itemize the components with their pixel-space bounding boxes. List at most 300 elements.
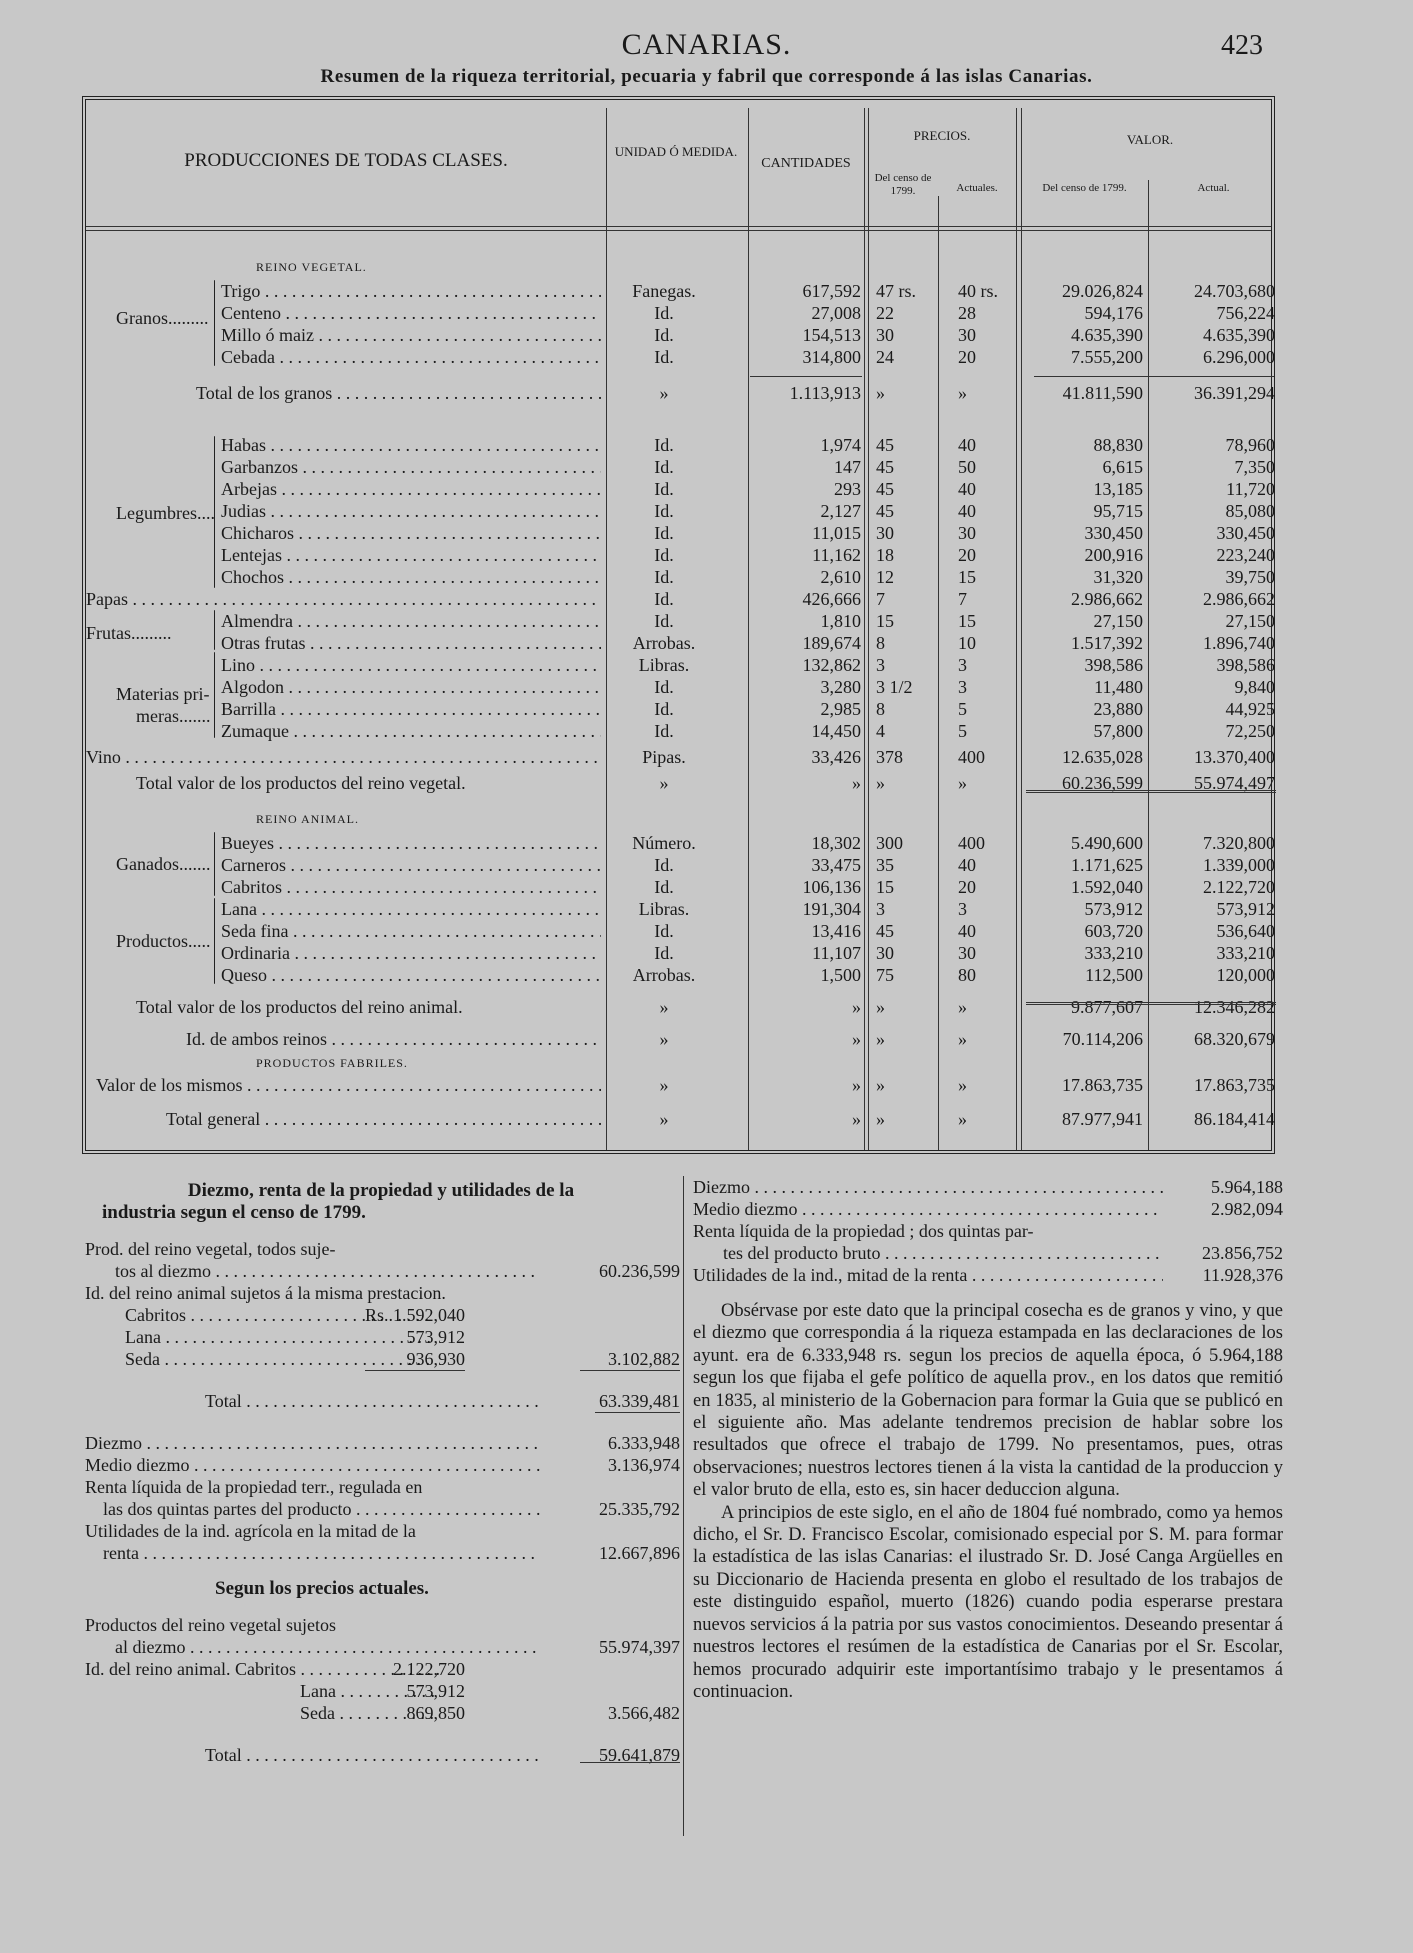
unit-cell: Id. (654, 567, 674, 587)
price-actual-cell: 400 (958, 833, 985, 853)
diezmo-line (125, 1348, 435, 1370)
price-actual-cell: 20 (958, 877, 976, 897)
sum-rule (750, 376, 862, 377)
qty-cell: 1,500 (820, 965, 861, 985)
qty-cell: 13,416 (811, 921, 861, 941)
value-1799-cell: 11,480 (1094, 677, 1143, 697)
row-label (221, 346, 601, 368)
table-row (86, 302, 1279, 324)
diezmo-line-total: 55.974,397 (599, 1637, 680, 1657)
leader-dots (257, 899, 601, 919)
value-actual-cell: 85,080 (1225, 501, 1275, 521)
value-1799-cell: 200,916 (1084, 545, 1143, 565)
unit-cell: Id. (654, 943, 674, 963)
table-row (86, 566, 1279, 588)
table-row (86, 324, 1279, 346)
group-legumbres: Legumbres.... (116, 503, 215, 523)
diezmo-line-label: Medio diezmo (85, 1455, 190, 1475)
table-row (86, 964, 1279, 986)
section-productos-fabriles: PRODUCTOS FABRILES. (256, 1056, 408, 1070)
diezmo-right-label: tes del producto bruto (723, 1243, 881, 1263)
qty-cell: 191,304 (802, 899, 861, 919)
unit-cell: Libras. (638, 899, 690, 919)
price-actual-cell: 30 (958, 523, 976, 543)
row-label (86, 746, 601, 768)
price-actual-cell: 3 (958, 677, 967, 697)
unit-cell: Id. (654, 589, 674, 609)
value-1799-cell: 573,912 (1084, 899, 1143, 919)
qty-cell: 132,862 (802, 655, 861, 675)
qty-cell: 11,107 (812, 943, 861, 963)
leader-dots (274, 833, 601, 853)
row-label-text: Algodon (221, 677, 284, 697)
col-head-prod: PRODUCCIONES DE TODAS CLASES. (184, 150, 508, 171)
diezmo-line-label: Id. del reino animal sujetos á la misma prestacion. (85, 1283, 446, 1303)
diezmo-line (205, 1390, 540, 1412)
row-label (221, 698, 601, 720)
table-row (86, 456, 1279, 478)
unit-cell: Id. (654, 457, 674, 477)
row-label-text: Judias (221, 501, 266, 521)
sum-rule (365, 1370, 465, 1371)
leader-dots (288, 921, 601, 941)
diezmo-line (103, 1542, 540, 1564)
leader-dots (260, 281, 601, 301)
unit-cell: Arrobas. (632, 965, 696, 985)
page-title: CANARIAS. (621, 28, 792, 61)
price-actual-cell: 15 (958, 611, 976, 631)
table-row (86, 382, 1279, 404)
page-header (0, 28, 1413, 60)
diezmo-line (115, 1260, 540, 1282)
group-frutas: Frutas......... (86, 623, 172, 643)
diezmo-right-amount: 11.928,376 (1202, 1265, 1283, 1285)
diezmo-line-total: 25.335,792 (599, 1499, 680, 1519)
diezmo-line (85, 1432, 540, 1454)
row-label (221, 920, 601, 942)
unit-cell: » (659, 1109, 669, 1129)
qty-cell: 189,674 (802, 633, 861, 653)
diezmo-line (115, 1636, 540, 1658)
leader-dots (242, 1391, 540, 1411)
leader-dots (284, 677, 601, 697)
group-granos: Granos......... (116, 308, 209, 328)
row-label-text: Lana (221, 899, 257, 919)
col-head-p2: Actuales. (956, 182, 998, 194)
qty-cell: 27,008 (811, 303, 861, 323)
row-label (221, 324, 601, 346)
sum-rule (1026, 1002, 1276, 1005)
diezmo-line-label: Renta líquida de la propiedad terr., regulada en (85, 1477, 423, 1497)
table-row (86, 1028, 1279, 1050)
qty-cell: 1.113,913 (789, 383, 861, 403)
qty-cell: 314,800 (802, 347, 861, 367)
qty-cell: 11,162 (812, 545, 861, 565)
value-actual-cell: 756,224 (1216, 303, 1275, 323)
leader-dots (289, 721, 601, 741)
price-1799-cell: 75 (876, 965, 894, 985)
price-1799-cell: 45 (876, 501, 894, 521)
row-label (221, 854, 601, 876)
unit-cell: Id. (654, 921, 674, 941)
row-label-text: Otras frutas (221, 633, 306, 653)
diezmo-line (103, 1498, 540, 1520)
value-1799-cell: 2.986,662 (1071, 589, 1143, 609)
leader-dots (298, 457, 601, 477)
diezmo-line-label: Cabritos (125, 1305, 186, 1325)
unit-cell: Id. (654, 523, 674, 543)
col-head-unit: UNIDAD Ó MEDIDA. (614, 144, 738, 159)
leader-dots (255, 655, 601, 675)
unit-cell: » (659, 1029, 669, 1049)
row-label (221, 544, 601, 566)
price-1799-cell: 7 (876, 589, 885, 609)
diezmo-line (85, 1238, 625, 1260)
row-label (136, 772, 601, 794)
row-label-text: Queso (221, 965, 267, 985)
diezmo-line (85, 1454, 540, 1476)
value-actual-cell: 13.370,400 (1194, 747, 1275, 767)
price-1799-cell: 12 (876, 567, 894, 587)
value-1799-cell: 1.592,040 (1071, 877, 1143, 897)
value-1799-cell: 5.490,600 (1071, 833, 1143, 853)
row-label (221, 964, 601, 986)
leader-dots (275, 347, 601, 367)
unit-cell: » (659, 997, 669, 1017)
leader-dots (267, 965, 601, 985)
leader-dots (332, 383, 601, 403)
row-label-text: Lino (221, 655, 255, 675)
diezmo-line-label: Prod. del reino vegetal, todos suje- (85, 1239, 336, 1259)
leader-dots (327, 1029, 601, 1049)
unit-cell: Id. (654, 435, 674, 455)
qty-cell: 33,475 (811, 855, 861, 875)
table-row (86, 942, 1279, 964)
value-actual-cell: 68.320,679 (1194, 1029, 1275, 1049)
row-label (221, 280, 601, 302)
qty-cell: 18,302 (811, 833, 861, 853)
row-label-text: Millo ó maiz (221, 325, 314, 345)
leader-dots (189, 1455, 540, 1475)
row-label-text: Papas (86, 589, 128, 609)
price-1799-cell: 24 (876, 347, 894, 367)
diezmo-line-label: Total (205, 1745, 242, 1765)
col-head-qty: CANTIDADES (761, 156, 851, 171)
price-actual-cell: 400 (958, 747, 985, 767)
value-1799-cell: 603,720 (1084, 921, 1143, 941)
unit-cell: Id. (654, 501, 674, 521)
price-actual-cell: 40 (958, 479, 976, 499)
diezmo-line-label: renta (103, 1543, 139, 1563)
table-row (86, 346, 1279, 368)
leader-dots (750, 1177, 1163, 1197)
qty-cell: 147 (834, 457, 861, 477)
price-1799-cell: 45 (876, 457, 894, 477)
row-label (166, 1108, 601, 1130)
leader-dots (314, 325, 601, 345)
diezmo-title-2: industria segun el censo de 1799. (102, 1202, 366, 1223)
header-rule (86, 230, 1271, 231)
value-actual-cell: 120,000 (1216, 965, 1275, 985)
table-row (86, 1074, 1279, 1096)
table-row (86, 676, 1279, 698)
value-1799-cell: 57,800 (1093, 721, 1143, 741)
value-1799-cell: 23,880 (1093, 699, 1143, 719)
unit-cell: Libras. (638, 655, 690, 675)
qty-cell: 3,280 (820, 677, 861, 697)
value-1799-cell: 1.517,392 (1071, 633, 1143, 653)
diezmo-line-amount: 869,850 (406, 1703, 465, 1723)
price-1799-cell: 8 (876, 633, 885, 653)
diezmo-line (125, 1326, 435, 1348)
value-actual-cell: 27,150 (1225, 611, 1275, 631)
value-actual-cell: 398,586 (1216, 655, 1275, 675)
table-row (86, 610, 1279, 632)
row-label-text: Habas (221, 435, 266, 455)
diezmo-lines (85, 1238, 680, 1878)
price-1799-cell: 30 (876, 523, 894, 543)
row-label (221, 654, 601, 676)
diezmo-line-label: Lana (125, 1327, 161, 1347)
section-reino-animal: REINO ANIMAL. (256, 812, 359, 826)
price-actual-cell: » (958, 997, 967, 1017)
price-1799-cell: 18 (876, 545, 894, 565)
qty-cell: 293 (834, 479, 861, 499)
value-actual-cell: 17.863,735 (1194, 1075, 1275, 1095)
value-1799-cell: 594,176 (1084, 303, 1143, 323)
price-1799-cell: » (876, 997, 885, 1017)
qty-cell: 2,127 (820, 501, 861, 521)
unit-cell: Id. (654, 545, 674, 565)
value-1799-cell: 17.863,735 (1062, 1075, 1143, 1095)
diezmo-line-amount: 573,912 (406, 1327, 465, 1347)
col-head-v2: Actual. (1197, 182, 1230, 194)
sum-rule (580, 1370, 680, 1371)
group-ganados: Ganados....... (116, 854, 211, 874)
price-actual-cell: 40 rs. (958, 281, 998, 301)
leader-dots (161, 1327, 435, 1347)
leader-dots (286, 855, 601, 875)
value-actual-cell: 6.296,000 (1203, 347, 1275, 367)
qty-cell: 426,666 (802, 589, 861, 609)
diezmo-line-label: al diezmo (115, 1637, 186, 1657)
row-label-text: Total valor de los productos del reino animal. (136, 997, 463, 1017)
table-row (86, 854, 1279, 876)
diezmo-right-label: Renta líquida de la propiedad ; dos quintas par- (693, 1221, 1034, 1241)
table-row (86, 720, 1279, 742)
value-1799-cell: 29.026,824 (1062, 281, 1143, 301)
leader-dots (211, 1261, 540, 1281)
diezmo-subtitle: Segun los precios actuales. (215, 1578, 429, 1599)
unit-cell: Id. (654, 855, 674, 875)
price-actual-cell: 30 (958, 943, 976, 963)
diezmo-line-label: Seda (125, 1349, 160, 1369)
value-actual-cell: 7,350 (1234, 457, 1275, 477)
diezmo-line-total: 3.136,974 (608, 1455, 680, 1475)
leader-dots (281, 303, 601, 323)
qty-cell: 617,592 (802, 281, 861, 301)
value-1799-cell: 7.555,200 (1071, 347, 1143, 367)
row-label-text: Chicharos (221, 523, 294, 543)
leader-dots (282, 545, 601, 565)
price-1799-cell: 3 (876, 655, 885, 675)
price-1799-cell: 30 (876, 325, 894, 345)
price-actual-cell: 15 (958, 567, 976, 587)
row-label-text: Centeno (221, 303, 281, 323)
unit-cell: Arrobas. (632, 633, 696, 653)
table-row (86, 898, 1279, 920)
sum-rule (1034, 376, 1274, 377)
value-1799-cell: 87.977,941 (1062, 1109, 1143, 1129)
table-row (86, 588, 1279, 610)
diezmo-title-1: Diezmo, renta de la propiedad y utilidades de la (187, 1180, 575, 1201)
col-head-precios: PRECIOS. (913, 128, 971, 143)
diezmo-line-total: 60.236,599 (599, 1261, 680, 1281)
commentary (693, 1300, 1283, 1703)
diezmo-line-label: Productos del reino vegetal sujetos (85, 1615, 336, 1635)
diezmo-line (85, 1476, 625, 1498)
table-row (86, 632, 1279, 654)
diezmo-line-amount: 573,912 (406, 1681, 465, 1701)
row-label-text: Id. de ambos reinos (186, 1029, 327, 1049)
row-label-text: Lentejas (221, 545, 282, 565)
diezmo-right-line (693, 1264, 1163, 1286)
value-actual-cell: 573,912 (1216, 899, 1275, 919)
value-actual-cell: 72,250 (1225, 721, 1275, 741)
table-row (86, 996, 1279, 1018)
row-label-text: Carneros (221, 855, 286, 875)
diezmo-line-amount: Rs. 1.592,040 (364, 1305, 465, 1325)
row-label (221, 720, 601, 742)
qty-cell: » (852, 1029, 861, 1049)
summary-table (82, 96, 1275, 1154)
row-label (221, 942, 601, 964)
diezmo-right-amount: 2.982,094 (1211, 1199, 1283, 1219)
leader-dots (121, 747, 598, 767)
price-1799-cell: » (876, 1075, 885, 1095)
price-actual-cell: 7 (958, 589, 967, 609)
qty-cell: 106,136 (802, 877, 861, 897)
value-actual-cell: 1.339,000 (1203, 855, 1275, 875)
price-1799-cell: 45 (876, 921, 894, 941)
qty-cell: 2,985 (820, 699, 861, 719)
price-actual-cell: 40 (958, 855, 976, 875)
diezmo-line (85, 1520, 625, 1542)
group-materias-2: meras....... (136, 706, 211, 726)
value-actual-cell: 12.346,282 (1194, 997, 1275, 1017)
price-1799-cell: 4 (876, 721, 885, 741)
qty-cell: 11,015 (812, 523, 861, 543)
leader-dots (243, 1075, 602, 1095)
diezmo-right-line (693, 1198, 1163, 1220)
value-1799-cell: 333,210 (1084, 943, 1143, 963)
diezmo-line-amount: 936,930 (406, 1349, 465, 1369)
header-rule (86, 226, 1271, 227)
row-label-text: Arbejas (221, 479, 277, 499)
diezmo-line-total: 6.333,948 (608, 1433, 680, 1453)
row-label (221, 500, 601, 522)
unit-cell: Id. (654, 677, 674, 697)
unit-cell: Fanegas. (632, 281, 696, 301)
diezmo-line-label: tos al diezmo (115, 1261, 211, 1281)
diezmo-line (85, 1282, 625, 1304)
table-subtitle: Resumen de la riqueza territorial, pecuaria y fabril que corresponde á las islas Canarias. (320, 66, 1093, 87)
value-1799-cell: 9.877,607 (1071, 997, 1143, 1017)
diezmo-right-lines (693, 1176, 1283, 1296)
row-label-text: Garbanzos (221, 457, 298, 477)
row-label (221, 302, 601, 324)
price-1799-cell: 300 (876, 833, 903, 853)
leader-dots (139, 1543, 540, 1563)
row-label-text: Total general (166, 1109, 261, 1129)
price-actual-cell: » (958, 383, 967, 403)
table-row (86, 876, 1279, 898)
unit-cell: Número. (632, 833, 696, 853)
diezmo-line-total: 12.667,896 (599, 1543, 680, 1563)
qty-cell: » (852, 773, 861, 793)
value-1799-cell: 95,715 (1093, 501, 1143, 521)
value-actual-cell: 2.986,662 (1203, 589, 1275, 609)
row-label (221, 898, 601, 920)
value-actual-cell: 78,960 (1225, 435, 1275, 455)
value-1799-cell: 6,615 (1102, 457, 1143, 477)
leader-dots (294, 523, 601, 543)
price-1799-cell: 45 (876, 479, 894, 499)
leader-dots (284, 567, 601, 587)
sum-rule (1026, 790, 1276, 793)
unit-cell: Id. (654, 699, 674, 719)
leader-dots (282, 877, 601, 897)
leader-dots (142, 1433, 540, 1453)
value-actual-cell: 7.320,800 (1203, 833, 1275, 853)
value-1799-cell: 27,150 (1093, 611, 1143, 631)
value-actual-cell: 1.896,740 (1203, 633, 1275, 653)
row-label-text: Almendra (221, 611, 293, 631)
row-label (221, 566, 601, 588)
row-label (221, 478, 601, 500)
value-actual-cell: 44,925 (1225, 699, 1275, 719)
diezmo-line-label: Total (205, 1391, 242, 1411)
price-actual-cell: 40 (958, 501, 976, 521)
price-actual-cell: » (958, 1109, 967, 1129)
qty-cell: » (852, 1075, 861, 1095)
table-row (86, 920, 1279, 942)
qty-cell: » (852, 997, 861, 1017)
row-label (86, 588, 601, 610)
leader-dots (266, 435, 601, 455)
value-actual-cell: 333,210 (1216, 943, 1275, 963)
value-1799-cell: 60.236,599 (1062, 773, 1143, 793)
diezmo-line-amount: 2.122,720 (393, 1659, 465, 1679)
price-actual-cell: 5 (958, 699, 967, 719)
diezmo-line-total: 59.641,879 (599, 1745, 680, 1765)
table-row (86, 654, 1279, 676)
row-label (96, 1074, 601, 1096)
price-1799-cell: 15 (876, 611, 894, 631)
value-1799-cell: 398,586 (1084, 655, 1143, 675)
row-label (221, 632, 601, 654)
row-label (186, 1028, 601, 1050)
diezmo-line-label: Utilidades de la ind. agrícola en la mitad de la (85, 1521, 416, 1541)
table-row (86, 698, 1279, 720)
row-label-text: Barrilla (221, 699, 276, 719)
table-row (86, 746, 1279, 768)
diezmo-line-total: 63.339,481 (599, 1391, 680, 1411)
price-actual-cell: 28 (958, 303, 976, 323)
column-separator (683, 1176, 684, 1836)
qty-cell: 1,974 (820, 435, 861, 455)
value-1799-cell: 4.635,390 (1071, 325, 1143, 345)
